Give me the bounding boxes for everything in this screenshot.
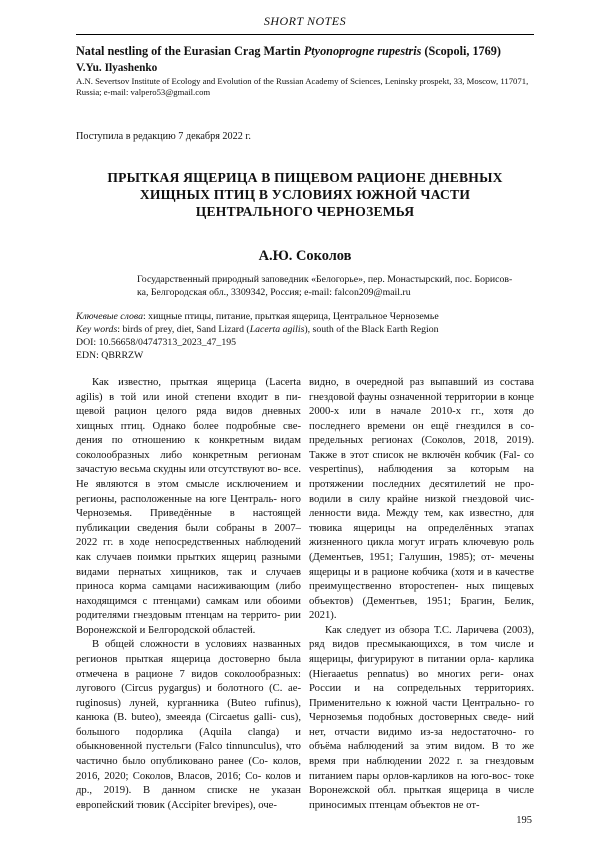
right-column bbox=[309, 376, 534, 813]
author-affiliation: Государственный природный заповедник «Белогорье», пер. Монастырский, пос. Борисов- ка, Белгородская обл., 3309342, Россия; e-mail: falcon209@mail.ru bbox=[137, 274, 513, 298]
keywords-block bbox=[76, 310, 534, 362]
received-date: Поступила в редакцию 7 декабря 2022 г. bbox=[76, 131, 251, 142]
previous-note-affiliation: A.N. Severtsov Institute of Ecology and Evolution of the Russian Academy of Sciences, Leninsky prospekt, 33, Moscow, 117071, Russia; e-mail: valpero53@gmail.com bbox=[76, 76, 529, 97]
article-author: А.Ю. Соколов bbox=[258, 248, 352, 264]
left-column bbox=[76, 376, 301, 813]
previous-note bbox=[76, 44, 534, 98]
edn: EDN: QBRRZW bbox=[76, 350, 144, 361]
paragraph: Как следует из обзора Т.С. Ларичева (2003), ряд видов пресмыкающихся, в том числе и ящерицы, фигурируют в питании орла- карлика (Hieraaetus pennatus) во многих реги- онах России и на сопредельных территориях. Применительно к южной части Центрально- го Черноземья подобных достоверных сведе- ний нет, отчасти видимо из-за недостаточно- го объёма наблюдений за этим видом. В то же время при наблюдении 2022 г. за гнездовым питанием пары орлов-карликов на юго-вос- токе Воронежской обл. прыткая ящерица в числе приносимых птенцам объектов не от- bbox=[309, 624, 535, 811]
paragraph: Как известно, прыткая ящерица (Lacerta agilis) в той или иной степени входит в пи- щевой рацион целого ряда видов дневных хищных птиц. Однако более подробные све- дения по отношению к конкретным видам соколообразных либо конкретным регионам зачастую весьма скудны или отсутствуют во- все. Не являются в этом смысле исключением и регионы, расположенные на юге Централь- ного Черноземья. Приведённые в настоящей публикации сведения были собраны в 2007– 2022 гг. в ходе непосредственных наблюдений как случаев поимки прытких ящериц разными видами пернатых хищников, так и случаев приноса корма самцами насиживающим (либо находящимся с птенцами) самкам или обоими родителями гнездовым птенцам на террито- рии Воронежской и Белгородской областей. bbox=[76, 377, 301, 636]
paragraph: В общей сложности в условиях названных регионов прыткая ящерица достоверно была отмечена в рационе 7 видов соколообразных: лугового (Circus pygargus) и болотного (C. ae- ruginosus) луней, курганника (Buteo rufinus), канюка (B. buteo), змееяда (Circaetus galli- cus), большого подорлика (Aquila clanga) и обыкновенной пустельги (Falco tinnunculus), что частично было опубликовано ранее (Со- колов, 2016, 2020; Соколов, Власов, 2016; Со- колов и др., 2019). В данном списке не указан европейский тювик (Accipiter brevipes), оче- bbox=[76, 639, 301, 811]
keywords-en: Key words: birds of prey, diet, Sand Lizard (Lacerta agilis), south of the Black Earth Region bbox=[76, 324, 439, 335]
keywords-ru: Ключевые слова: хищные птицы, питание, прыткая ящерица, Центральное Черноземье bbox=[76, 311, 439, 322]
page-number: 195 bbox=[516, 815, 532, 826]
article-title: ПРЫТКАЯ ЯЩЕРИЦА В ПИЩЕВОМ РАЦИОНЕ ДНЕВНЫХ ХИЩНЫХ ПТИЦ В УСЛОВИЯХ ЮЖНОЙ ЧАСТИ ЦЕНТРАЛЬНОГО ЧЕРНОЗЕМЬЯ bbox=[107, 170, 503, 219]
previous-note-title: Natal nestling of the Eurasian Crag Martin Ptyonoprogne rupestris (Scopoli, 1769) bbox=[76, 44, 501, 58]
header-rule bbox=[76, 34, 534, 35]
running-head: SHORT NOTES bbox=[263, 14, 347, 28]
previous-note-author: V.Yu. Ilyashenko bbox=[76, 62, 158, 74]
doi: DOI: 10.56658/04747313_2023_47_195 bbox=[76, 337, 237, 348]
paragraph: видно, в очередной раз выпавший из состава гнездовой фауны означенной территории в конце 2000-х или в начале 2010-х гг., хотя до последнего времени он ещё гнездился в со- предельных регионах (Соколов, 2018, 2019). Также в этот список не включён кобчик (Fal- co vespertinus), наблюдения за которым на протяжении последних десятилетий не про- водили в силу крайне низкой гнездовой чис- ленности вида. Между тем, как известно, для тювика ящерицы на определённых этапах жизненного цикла могут играть ключевую роль (Дементьев, 1951; Галушин, 1985); от- мечены ящерицы и в рационе кобчика (хотя и в качестве преимущественно второстепен- ных пищевых объектов) (Дементьев, 1951; Брагин, Белик, 2021). bbox=[309, 377, 534, 622]
